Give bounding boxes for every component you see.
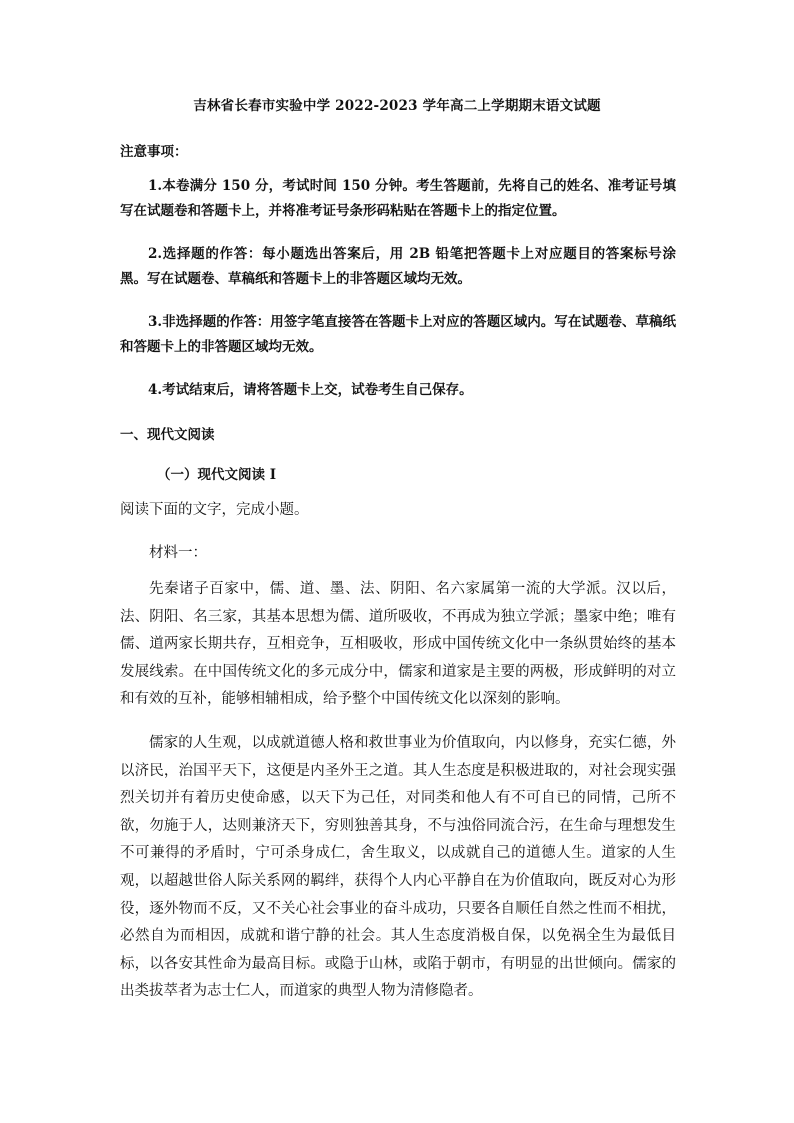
instruction-text: 阅读下面的文字，完成小题。 bbox=[120, 502, 309, 518]
page-title: 吉林省长春市实验中学 2022-2023 学年高二上学期期末语文试题 bbox=[193, 98, 601, 114]
notice-item-4: 4.考试结束后，请将答题卡上交，试卷考生自己保存。 bbox=[148, 382, 473, 398]
subsection-heading: （一）现代文阅读 I bbox=[157, 467, 277, 483]
notice-item-1: 1.本卷满分 150 分，考试时间 150 分钟。考生答题前，先将自己的姓名、准考证号填写在试题卷和答题卡上，并将准考证号条形码粘贴在答题卡上的指定位置。 bbox=[120, 178, 676, 219]
material-label: 材料一： bbox=[149, 545, 207, 561]
paragraph-1: 先秦诸子百家中，儒、道、墨、法、阴阳、名六家属第一流的大学派。汉以后，法、阴阳、名三家，其基本思想为儒、道所吸收，不再成为独立学派；墨家中绝；唯有儒、道两家长期共存，互相竞争，互相吸收，形成中国传统文化中一条纵贯始终的基本发展线索。在中国传统文化的多元成分中，儒家和道家是主要的两极，形成鲜明的对立和有效的互补，能够相辅相成，给予整个中国传统文化以深刻的影响。 bbox=[120, 581, 676, 708]
notice-item-2: 2.选择题的作答：每小题选出答案后，用 2B 铅笔把答题卡上对应题目的答案标号涂黑。写在试题卷、草稿纸和答题卡上的非答题区域均无效。 bbox=[120, 246, 676, 287]
section-heading: 一、现代文阅读 bbox=[120, 427, 215, 443]
paragraph-2: 儒家的人生观，以成就道德人格和救世事业为价值取向，内以修身，充实仁德，外以济民，治国平天下，这便是内圣外王之道。其人生态度是积极进取的，对社会现实强烈关切并有着历史使命感，以天下为己任，对同类和他人有不可自已的同情，己所不欲，勿施于人，达则兼济天下，穷则独善其身，不与浊俗同流合污，在生命与理想发生不可兼得的矛盾时，宁可杀身成仁，舍生取义，以成就自己的道德人生。道家的人生观，以超越世俗人际关系网的羁绊，获得个人内心平静自在为价值取向，既反对心为形役，逐外物而不反，又不关心社会事业的奋斗成功，只要各自顺任自然之性而不相扰，必然自为而相因，成就和谐宁静的社会。其人生态度消极自保，以免祸全生为最低目标，以各安其性命为最高目标。或隐于山林，或陷于朝市，有明显的出世倾向。儒家的出类拔萃者为志士仁人，而道家的典型人物为清修隐者。 bbox=[120, 735, 676, 1000]
notice-item-3: 3.非选择题的作答：用签字笔直接答在答题卡上对应的答题区域内。写在试题卷、草稿纸和答题卡上的非答题区域均无效。 bbox=[120, 314, 676, 355]
notice-heading: 注意事项： bbox=[120, 144, 188, 160]
